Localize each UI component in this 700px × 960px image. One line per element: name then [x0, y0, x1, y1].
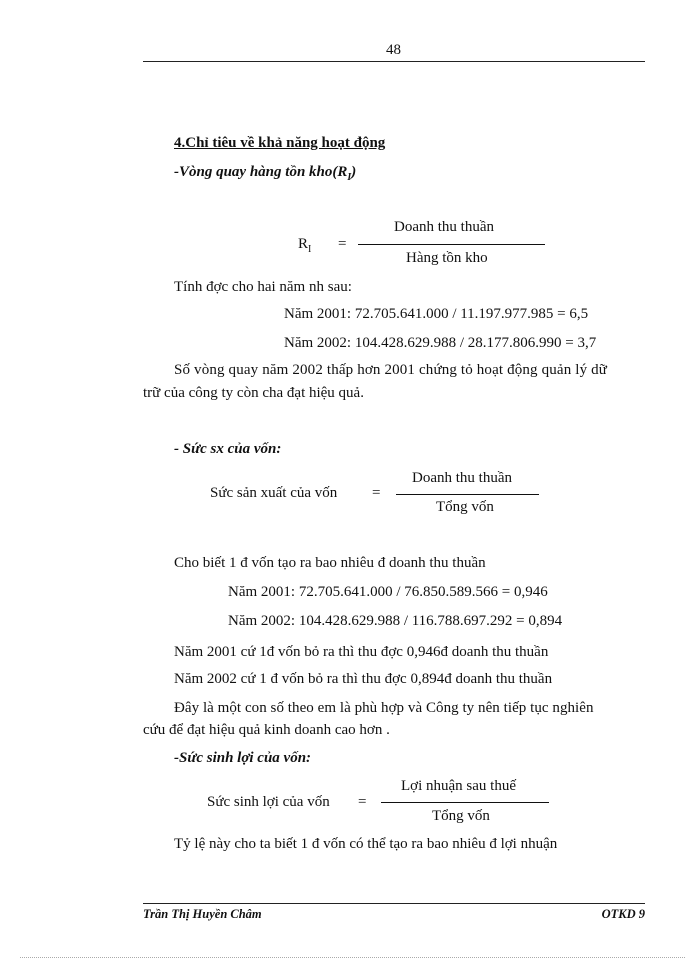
footer-author: Trần Thị Huyền Châm	[143, 907, 262, 921]
productivity-formula-numerator: Doanh thu thuần	[412, 470, 512, 486]
inventory-formula-equals: =	[338, 236, 347, 252]
inventory-year-2002: Năm 2002: 104.428.629.988 / 28.177.806.990 = 3,7	[284, 335, 597, 351]
inventory-formula-denominator: Hàng tồn kho	[406, 250, 488, 266]
inventory-comment-line1: Số vòng quay năm 2002 thấp hơn 2001 chứng tỏ hoạt động quản lý dữ	[174, 362, 608, 378]
productivity-comment-line1: Đây là một con số theo em là phù hợp và Công ty nên tiếp tục nghiên	[174, 700, 594, 716]
inventory-year-2001: Năm 2001: 72.705.641.000 / 11.197.977.985 = 6,5	[284, 306, 589, 322]
page-bottom-dotted-line	[20, 957, 685, 958]
header-rule	[143, 61, 645, 62]
productivity-formula-lhs: Sức sản xuất của vốn	[210, 485, 338, 501]
inventory-formula-lhs: $R_I$	[298, 236, 312, 255]
section-heading: 4.Chỉ tiêu về khả năng hoạt động	[174, 135, 386, 151]
footer-rule	[143, 903, 645, 904]
profitability-formula-lhs: Sức sinh lợi của vốn	[207, 794, 330, 810]
productivity-comment-line2: cứu để đạt hiệu quả kinh doanh cao hơn .	[143, 722, 390, 738]
profitability-subheading: -Sức sinh lợi của vốn:	[174, 750, 312, 766]
productivity-formula-equals: =	[372, 485, 381, 501]
productivity-note-2001: Năm 2001 cứ 1đ vốn bỏ ra thì thu đợc 0,946đ doanh thu thuần	[174, 644, 549, 660]
productivity-year-2002: Năm 2002: 104.428.629.988 / 116.788.697.292 = 0,894	[228, 613, 563, 629]
inventory-subheading: -Vòng quay hàng tồn $kho(R_I)$	[174, 164, 357, 183]
profitability-formula-denominator: Tổng vốn	[432, 808, 490, 824]
inventory-fraction-bar	[358, 244, 545, 245]
profitability-fraction-bar	[381, 802, 549, 803]
page-number: 48	[386, 42, 401, 58]
productivity-year-2001: Năm 2001: 72.705.641.000 / 76.850.589.566 = 0,946	[228, 584, 548, 600]
footer-class-code: OTKD 9	[601, 907, 645, 921]
profitability-formula-equals: =	[358, 794, 367, 810]
profitability-formula-numerator: Lợi nhuận sau thuế	[401, 778, 516, 794]
productivity-subheading: - Sức sx của vốn:	[174, 441, 282, 457]
productivity-intro: Cho biết 1 đ vốn tạo ra bao nhiêu đ doanh thu thuần	[174, 555, 486, 571]
inventory-comment-line2: trữ của công ty còn cha đạt hiệu quả.	[143, 385, 364, 401]
inventory-formula-numerator: Doanh thu thuần	[394, 219, 494, 235]
productivity-fraction-bar	[396, 494, 539, 495]
productivity-formula-denominator: Tổng vốn	[436, 499, 494, 515]
inventory-intro: Tính đợc cho hai năm nh sau:	[174, 279, 352, 295]
productivity-note-2002: Năm 2002 cứ 1 đ vốn bỏ ra thì thu đợc 0,894đ doanh thu thuần	[174, 671, 553, 687]
profitability-intro: Tỷ lệ này cho ta biết 1 đ vốn có thể tạo ra bao nhiêu đ lợi nhuận	[174, 836, 558, 852]
